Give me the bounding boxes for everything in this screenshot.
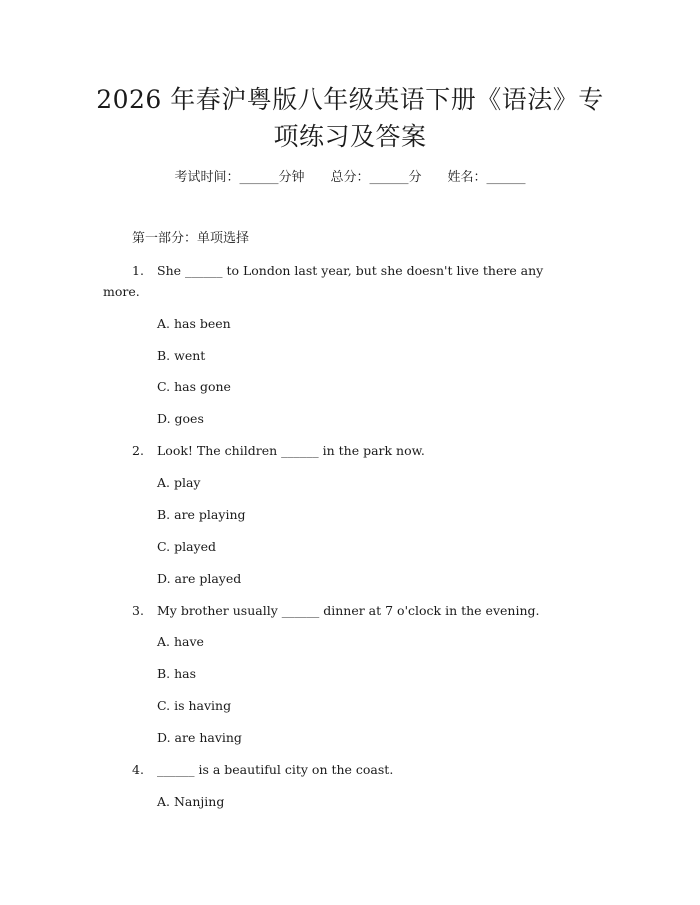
question-3-option-a: A. have <box>157 634 204 649</box>
question-1-option-a: A. has been <box>157 316 231 331</box>
question-1-text-continued: more. <box>103 284 140 299</box>
question-2-option-c: C. played <box>157 539 216 554</box>
question-4-option-a: A. Nanjing <box>157 794 225 809</box>
document-title-line-1: 2026 年春沪粤版八年级英语下册《语法》专 <box>96 85 604 114</box>
question-1-option-c: C. has gone <box>157 379 231 394</box>
question-2-option-a: A. play <box>157 475 201 490</box>
question-3-text: My brother usually ______ dinner at 7 o'clock in the evening. <box>157 603 540 618</box>
question-4-number: 4. <box>132 762 144 777</box>
exam-info-line <box>0 169 700 187</box>
question-2-option-d: D. are played <box>157 571 242 586</box>
question-1-option-d: D. goes <box>157 411 204 426</box>
question-1-option-b: B. went <box>157 348 206 363</box>
question-2-number: 2. <box>132 443 144 458</box>
document-title-line-2: 项练习及答案 <box>273 122 427 151</box>
question-1-text: She ______ to London last year, but she doesn't live there any <box>157 263 544 278</box>
exam-time-label: 考试时间：______分钟 <box>174 170 305 185</box>
section-title: 第一部分：单项选择 <box>132 231 250 246</box>
question-4-text: ______ is a beautiful city on the coast. <box>157 762 394 777</box>
question-3-option-d: D. are having <box>157 730 242 745</box>
question-3-option-c: C. is having <box>157 698 232 713</box>
question-3-number: 3. <box>132 603 144 618</box>
question-2-option-b: B. are playing <box>157 507 246 522</box>
question-1-number: 1. <box>132 263 144 278</box>
question-3-option-b: B. has <box>157 666 197 681</box>
question-2-text: Look! The children ______ in the park now. <box>157 443 425 458</box>
name-label: 姓名：______ <box>447 170 526 185</box>
total-score-label: 总分：______分 <box>330 170 422 185</box>
